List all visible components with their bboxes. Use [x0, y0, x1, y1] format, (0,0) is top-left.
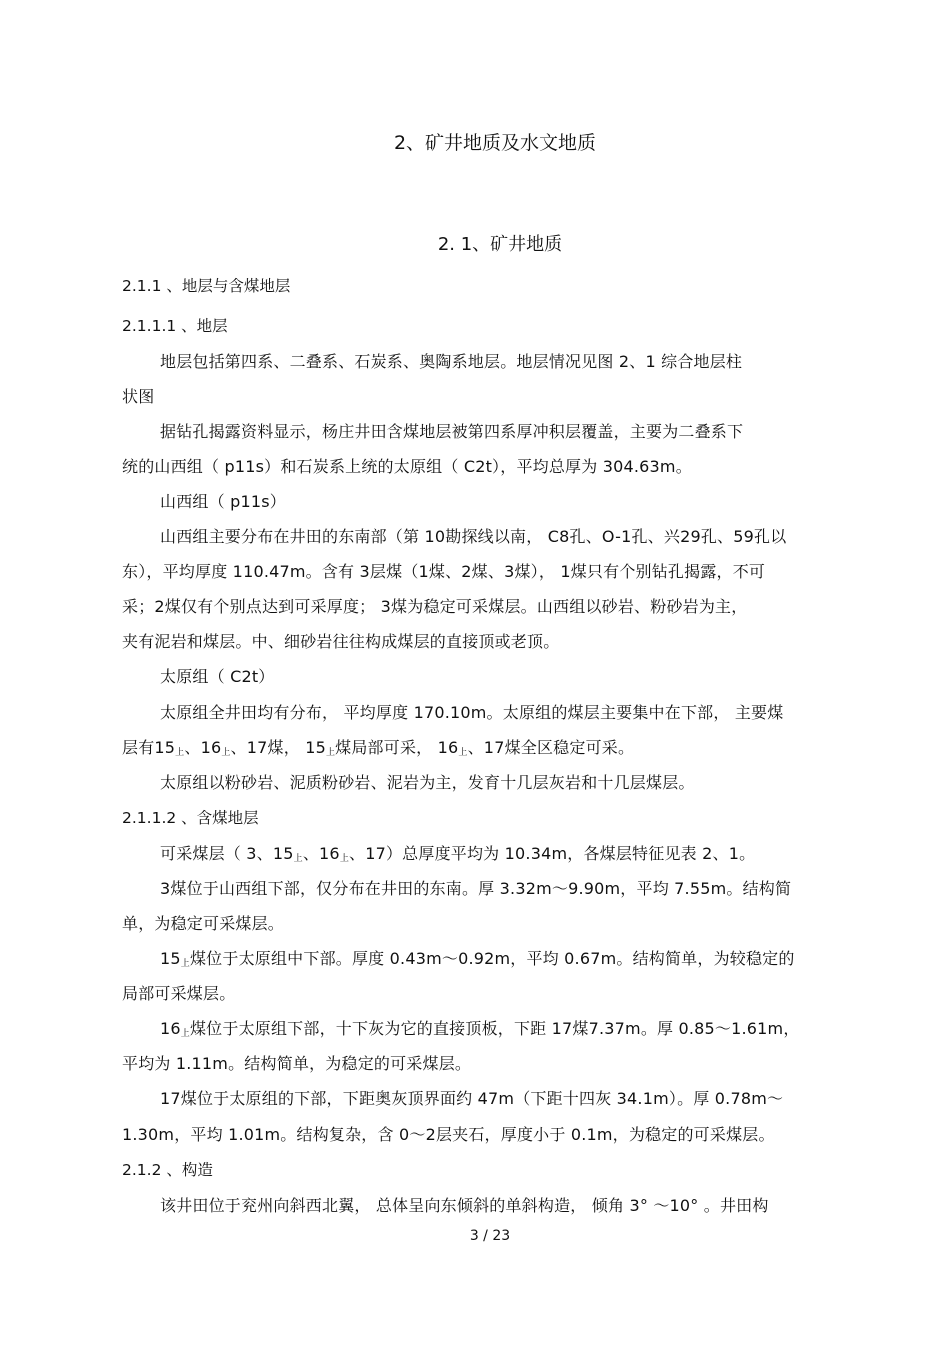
paragraph-line: 17煤位于太原组的下部，下距奥灰顶界面约 47m（下距十四灰 34.1m）。厚 0.78m～	[160, 1089, 784, 1108]
heading-2-1-1-1: 2.1.1.1 、地层	[122, 317, 228, 335]
paragraph-line: 据钻孔揭露资料显示，杨庄井田含煤地层被第四系厚冲积层覆盖，主要为二叠系下	[160, 422, 744, 441]
heading-2-1-1-2: 2.1.1.2 、含煤地层	[122, 809, 259, 827]
paragraph-line: 平均为 1.11m。结构简单，为稳定的可采煤层。	[122, 1054, 472, 1073]
paragraph-line: 该井田位于兖州向斜西北翼， 总体呈向东倾斜的单斜构造， 倾角 3° ～10° 。井田构	[160, 1196, 769, 1215]
paragraph-line: 单，为稳定可采煤层。	[122, 914, 285, 933]
heading-2-1-1: 2.1.1 、地层与含煤地层	[122, 277, 291, 295]
paragraph-line: 夹有泥岩和煤层。中、细砂岩往往构成煤层的直接顶或老顶。	[122, 632, 560, 651]
paragraph-line: 3煤位于山西组下部，仅分布在井田的东南。厚 3.32m～9.90m，平均 7.55m。结构简	[160, 879, 792, 898]
paragraph-line: $15_上$煤位于太原组中下部。厚度 0.43m～0.92m，平均 0.67m。结构简单，为较稳定的	[160, 949, 795, 969]
paragraph-line: 地层包括第四系、二叠系、石炭系、奥陶系地层。地层情况见图 2、1 综合地层柱	[160, 352, 743, 371]
paragraph-line: 太原组以粉砂岩、泥质粉砂岩、泥岩为主，发育十几层灰岩和十几层煤层。	[160, 773, 695, 792]
paragraph-line: 状图	[122, 387, 155, 406]
paragraph-line: 1.30m，平均 1.01m。结构复杂，含 0～2层夹石，厚度小于 0.1m，为稳定的可采煤层。	[122, 1125, 775, 1144]
paragraph-line: 局部可采煤层。	[122, 984, 236, 1003]
page-number: 3 / 23	[469, 1228, 511, 1244]
paragraph-line: 太原组全井田均有分布， 平均厚度 170.10m。太原组的煤层主要集中在下部， 主要煤	[160, 703, 784, 722]
paragraph-line: 层有$15_上$、$16_上$、17煤， $15_上$煤局部可采， $16_上$、17煤全区稳定可采。	[122, 738, 635, 758]
paragraph-line: 统的山西组（ p11s）和石炭系上统的太原组（ C2t），平均总厚为 304.63m。	[122, 457, 692, 476]
paragraph-line: 东），平均厚度 110.47m。含有 3层煤（1煤、2煤、3煤）， 1煤只有个别钻孔揭露，不可	[122, 562, 766, 581]
section-title: 2. 1、矿井地质	[437, 234, 563, 255]
paragraph-line: 可采煤层（ 3、$15_上$、$16_上$、17）总厚度平均为 10.34m，各煤层特征见表 2、1。	[160, 844, 756, 864]
heading-2-1-2: 2.1.2 、构造	[122, 1161, 213, 1179]
subheading-shanxi: 山西组（ p11s）	[160, 492, 286, 511]
subheading-taiyuan: 太原组（ C2t）	[160, 667, 275, 686]
paragraph-line: $16_上$煤位于太原组下部，十下灰为它的直接顶板，下距 17煤7.37m。厚 0.85～1.61m，	[160, 1019, 800, 1039]
paragraph-line: 采；2煤仅有个别点达到可采厚度； 3煤为稳定可采煤层。山西组以砂岩、粉砂岩为主，	[122, 597, 748, 616]
page-title: 2、矿井地质及水文地质	[393, 132, 597, 154]
paragraph-line: 山西组主要分布在井田的东南部（第 10勘探线以南， C8孔、O-1孔、兴29孔、59孔以	[160, 527, 787, 546]
